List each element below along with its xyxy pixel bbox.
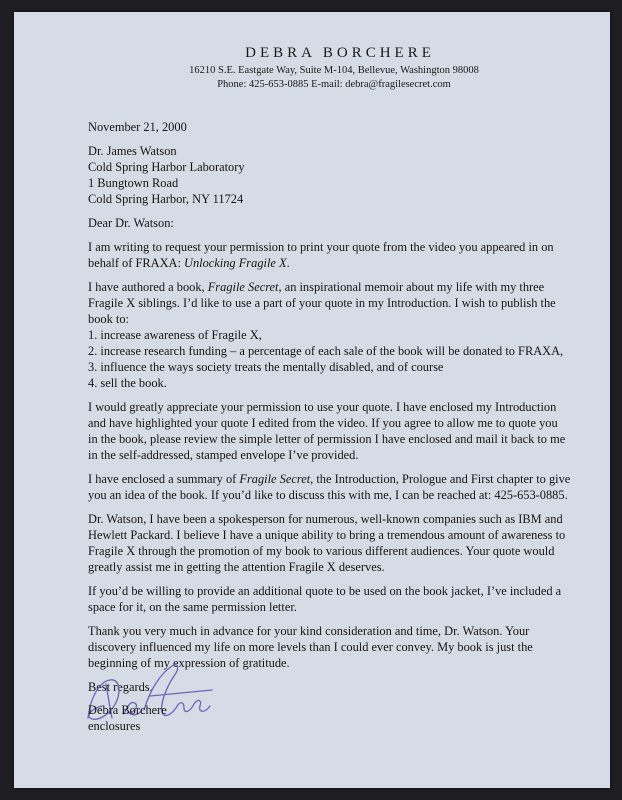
list-item: 4. sell the book. xyxy=(88,376,167,390)
recipient-org: Cold Spring Harbor Laboratory xyxy=(88,160,245,174)
paragraph-line: Thank you very much in advance for your kind consideration and time, Dr. Watson. Your xyxy=(88,624,530,638)
paragraph-line: beginning of my expression of gratitude. xyxy=(88,656,290,670)
letterhead-name: DEBRA BORCHERE xyxy=(245,45,435,61)
signer-name: Debra Borchere xyxy=(88,703,167,717)
paragraph-line: If you’d be willing to provide an additional quote to be used on the book jacket, I’ve included a xyxy=(88,584,562,598)
letterhead-address: 16210 S.E. Eastgate Way, Suite M-104, Bellevue, Washington 98008 xyxy=(189,65,479,76)
paragraph-line: Fragile X through the promotion of my book to various different audiences. Your quote would xyxy=(88,544,555,558)
paragraph-line: in the book, please review the simple letter of permission I have enclosed and mail it back to me xyxy=(88,432,566,446)
paragraph-line: space for it, on the same permission letter. xyxy=(88,600,297,614)
paragraph-line: Hewlett Packard. I believe I have a unique ability to bring a tremendous amount of awareness to xyxy=(88,528,566,542)
recipient-city: Cold Spring Harbor, NY 11724 xyxy=(88,192,244,206)
paragraph-line: behalf of FRAXA: Unlocking Fragile X. xyxy=(88,256,290,270)
book-title: Fragile Secret xyxy=(239,472,311,486)
paragraph-line: discovery influenced my life on more levels than I could ever convey. My book is just the xyxy=(88,640,533,654)
enclosures-note: enclosures xyxy=(88,719,141,733)
paragraph-line: Fragile X siblings. I’d like to use a part of your quote in my Introduction. I wish to publish the xyxy=(88,296,556,310)
salutation: Dear Dr. Watson: xyxy=(88,216,174,230)
paragraph-line: and have highlighted your quote I edited from the video. If you agree to allow me to quote you xyxy=(88,416,558,430)
paragraph-line: I have enclosed a summary of Fragile Secret, the Introduction, Prologue and First chapter to give xyxy=(88,472,571,486)
paragraph-line: I have authored a book, Fragile Secret, an inspirational memoir about my life with my three xyxy=(88,280,545,294)
paragraph-line: I am writing to request your permission to print your quote from the video you appeared in on xyxy=(88,240,554,254)
book-title: Fragile Secret xyxy=(207,280,279,294)
paragraph-line: book to: xyxy=(88,312,129,326)
list-item: 1. increase awareness of Fragile X, xyxy=(88,328,262,342)
video-title: Unlocking Fragile X xyxy=(184,256,287,270)
paragraph-line: in the self-addressed, stamped envelope I’ve provided. xyxy=(88,448,359,462)
paragraph-line: Dr. Watson, I have been a spokesperson for numerous, well-known companies such as IBM and xyxy=(88,512,563,526)
letter-date: November 21, 2000 xyxy=(88,120,187,134)
closing: Best regards, xyxy=(88,680,153,694)
paragraph-line: you an idea of the book. If you’d like to discuss this with me, I can be reached at: 425-653-0885. xyxy=(88,488,568,502)
paragraph-line: I would greatly appreciate your permission to use your quote. I have enclosed my Introduction xyxy=(88,400,557,414)
list-item: 2. increase research funding – a percentage of each sale of the book will be donated to FRAXA, xyxy=(88,344,564,358)
letterhead-contact: Phone: 425-653-0885 E-mail: debra@fragilesecret.com xyxy=(217,79,451,90)
list-item: 3. influence the ways society treats the mentally disabled, and of course xyxy=(88,360,444,374)
recipient-street: 1 Bungtown Road xyxy=(88,176,179,190)
paragraph-line: greatly assist me in getting the attention Fragile X deserves. xyxy=(88,560,385,574)
recipient-name: Dr. James Watson xyxy=(88,144,177,158)
